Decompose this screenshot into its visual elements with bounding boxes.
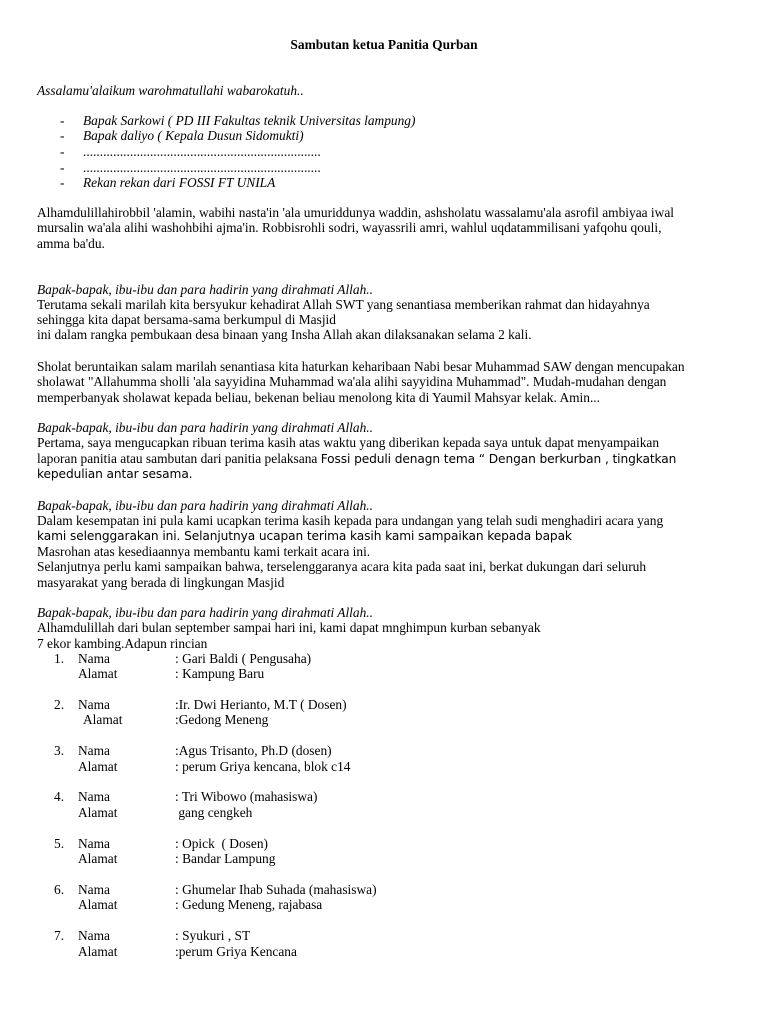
salam-line: Assalamu'alaikum warohmatullahi wabarokatuh.. <box>37 83 304 98</box>
guest-bullet: - <box>60 144 65 159</box>
guest-item: ....................................................................... <box>83 160 321 175</box>
donor-nama-label: Nama <box>78 882 110 897</box>
donor-number: 6. <box>54 882 65 897</box>
donor-alamat-value: :Gedong Meneng <box>175 712 269 727</box>
paragraph-line: Sholat beruntaikan salam marilah senantiasa kita haturkan keharibaan Nabi besar Muhammad SAW dengan mencupakan <box>37 359 685 374</box>
paragraph-line: Masrohan atas kesediaannya membantu kami terkait acara ini. <box>37 544 371 559</box>
guest-bullet: - <box>60 113 65 128</box>
donor-nama-value: :Agus Trisanto, Ph.D (dosen) <box>175 743 332 758</box>
donor-nama-value: :Ir. Dwi Herianto, M.T ( Dosen) <box>175 697 347 712</box>
paragraph-line: Selanjutnya perlu kami sampaikan bahwa, terselenggaranya acara kita pada saat ini, berkat dukungan dari seluruh <box>37 559 647 574</box>
donor-nama-value: : Tri Wibowo (mahasiswa) <box>175 789 318 804</box>
donor-alamat-label: Alamat <box>78 897 118 912</box>
donor-nama-value: : Opick ( Dosen) <box>175 836 268 851</box>
opening-line: Alhamdulillahirobbil 'alamin, wabihi nasta'in 'ala umuriddunya waddin, ashsholatu wassalamu'ala asrofil ambiyaa iwal <box>37 205 674 220</box>
donor-number: 1. <box>54 651 65 666</box>
paragraph-text: Fossi peduli denagn tema “ Dengan berkurban , tingkatkan <box>320 452 677 466</box>
paragraph-line: masyarakat yang berada di lingkungan Masjid <box>37 575 285 590</box>
guest-bullet: - <box>60 175 65 190</box>
donor-alamat-label: Alamat <box>78 851 118 866</box>
donor-alamat-label: Alamat <box>78 944 118 959</box>
donor-number: 2. <box>54 697 65 712</box>
paragraph-line: Dalam kesempatan ini pula kami ucapkan terima kasih kepada para undangan yang telah sudi menghadiri acara yang <box>37 513 664 528</box>
paragraph-line: ini dalam rangka pembukaan desa binaan yang Insha Allah akan dilaksanakan selama 2 kali. <box>37 327 532 342</box>
paragraph-line: memperbanyak sholawat kepada beliau, bekenan beliau menolong kita di Yaumil Mahsyar kelak. Amin... <box>37 390 601 405</box>
donor-alamat-value: :perum Griya Kencana <box>175 944 297 959</box>
document-title: Sambutan ketua Panitia Qurban <box>290 37 478 52</box>
guest-item: Rekan rekan dari FOSSI FT UNILA <box>83 175 276 190</box>
donor-number: 5. <box>54 836 65 851</box>
paragraph-line: sehingga kita dapat bersama-sama berkumpul di Masjid <box>37 312 336 327</box>
paragraph-line: 7 ekor kambing.Adapun rincian <box>37 636 208 651</box>
paragraph-line: sholawat "Allahumma sholli 'ala sayyidina Muhammad wa'ala alihi sayyidina Muhammad". Mudah-mudahan dengan <box>37 374 667 389</box>
donor-nama-value: : Ghumelar Ihab Suhada (mahasiswa) <box>175 882 377 897</box>
donor-alamat-label: Alamat <box>78 805 118 820</box>
paragraph-line: kepedulian antar sesama. <box>37 467 193 481</box>
paragraph-line: Alhamdulillah dari bulan september sampai hari ini, kami dapat mnghimpun kurban sebanyak <box>37 620 541 635</box>
donor-nama-label: Nama <box>78 928 110 943</box>
guest-item: Bapak Sarkowi ( PD III Fakultas teknik Universitas lampung) <box>83 113 416 128</box>
donor-number: 3. <box>54 743 65 758</box>
guest-item: Bapak daliyo ( Kepala Dusun Sidomukti) <box>83 128 304 143</box>
donor-alamat-label: Alamat <box>83 712 123 727</box>
paragraph-line: kami selenggarakan ini. Selanjutnya ucapan terima kasih kami sampaikan kepada bapak <box>37 529 572 543</box>
donor-nama-label: Nama <box>78 789 110 804</box>
donor-nama-label: Nama <box>78 743 110 758</box>
paragraph-text: laporan panitia atau sambutan dari panitia pelaksana <box>37 451 321 466</box>
donor-alamat-label: Alamat <box>78 666 118 681</box>
opening-line: amma ba'du. <box>37 236 105 251</box>
donor-alamat-label: Alamat <box>78 759 118 774</box>
donor-nama-label: Nama <box>78 651 110 666</box>
donor-alamat-value: gang cengkeh <box>175 805 253 820</box>
donor-number: 4. <box>54 789 65 804</box>
greeting-heading: Bapak-bapak, ibu-ibu dan para hadirin yang dirahmati Allah.. <box>37 498 373 513</box>
greeting-heading: Bapak-bapak, ibu-ibu dan para hadirin yang dirahmati Allah.. <box>37 420 373 435</box>
donor-alamat-value: : perum Griya kencana, blok c14 <box>175 759 351 774</box>
donor-nama-value: : Gari Baldi ( Pengusaha) <box>175 651 312 666</box>
paragraph-line: Terutama sekali marilah kita bersyukur kehadirat Allah SWT yang senantiasa memberikan rahmat dan hidayahnya <box>37 297 650 312</box>
paragraph-line <box>37 451 676 467</box>
guest-bullet: - <box>60 160 65 175</box>
guest-item: ....................................................................... <box>83 144 321 159</box>
guest-bullet: - <box>60 128 65 143</box>
donor-alamat-value: : Gedung Meneng, rajabasa <box>175 897 323 912</box>
greeting-heading: Bapak-bapak, ibu-ibu dan para hadirin yang dirahmati Allah.. <box>37 605 373 620</box>
donor-nama-value: : Syukuri , ST <box>175 928 251 943</box>
donor-alamat-value: : Bandar Lampung <box>175 851 276 866</box>
donor-alamat-value: : Kampung Baru <box>175 666 265 681</box>
paragraph-line: Pertama, saya mengucapkan ribuan terima kasih atas waktu yang diberikan kepada saya untuk dapat menyampaikan <box>37 435 660 450</box>
donor-nama-label: Nama <box>78 697 110 712</box>
donor-number: 7. <box>54 928 65 943</box>
greeting-heading: Bapak-bapak, ibu-ibu dan para hadirin yang dirahmati Allah.. <box>37 282 373 297</box>
donor-nama-label: Nama <box>78 836 110 851</box>
opening-line: mursalin wa'ala alihi washohbihi ajma'in. Robbisrohli sodri, wayassrili amri, wahlul uqdatammilisani yafqohu qouli, <box>37 220 662 235</box>
